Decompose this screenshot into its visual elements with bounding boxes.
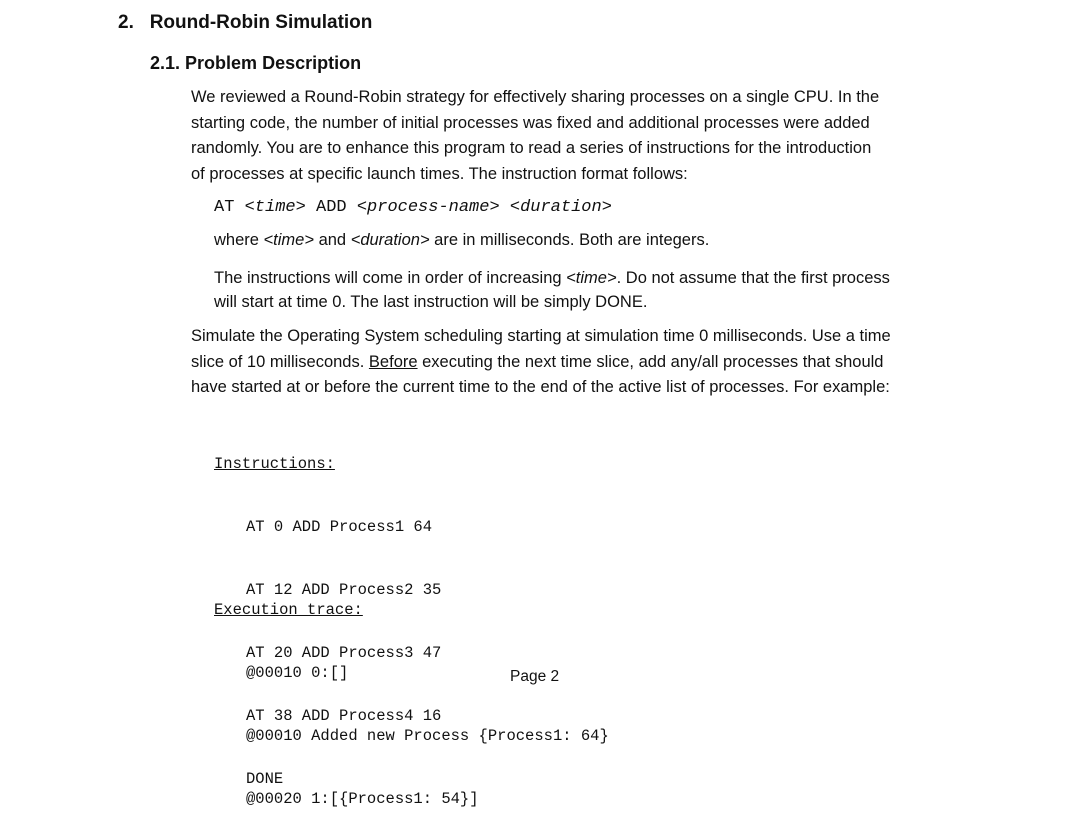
intro-line: randomly. You are to enhance this program to read a series of instructions for the introduction bbox=[191, 139, 872, 157]
trace-line: @00010 0:[] bbox=[246, 664, 349, 682]
ordering-note bbox=[214, 266, 890, 314]
intro-line: starting code, the number of initial processes was fixed and additional processes were added bbox=[191, 113, 870, 132]
note-line-2: will start at time 0. The last instruction will be simply DONE. bbox=[214, 293, 648, 311]
note-line-1 bbox=[214, 266, 890, 290]
simulate-line-3: have started at or before the current time to the end of the active list of processes. For example: bbox=[191, 378, 890, 396]
where-and: and bbox=[313, 231, 351, 249]
before-emphasis: Before bbox=[368, 352, 418, 371]
where-duration: <duration> bbox=[350, 231, 430, 249]
format-placeholder-duration: <duration> bbox=[509, 198, 612, 217]
instruction-line: DONE bbox=[246, 770, 284, 788]
where-prefix: where bbox=[214, 231, 264, 249]
format-placeholder-name: <process-name> bbox=[356, 198, 500, 217]
execution-trace bbox=[214, 558, 609, 831]
simulate-line-2-prefix: slice of 10 milliseconds. bbox=[191, 352, 369, 371]
format-keyword-add: ADD bbox=[316, 198, 347, 217]
trace-header: Execution trace: bbox=[214, 601, 363, 619]
where-suffix: are in milliseconds. Both are integers. bbox=[429, 231, 710, 249]
intro-line: of processes at specific launch times. The instruction format follows: bbox=[191, 164, 688, 183]
simulate-line-2 bbox=[191, 350, 891, 376]
trace-line: @00010 Added new Process {Process1: 64} bbox=[246, 727, 609, 745]
section-heading bbox=[118, 12, 372, 34]
intro-paragraph bbox=[191, 85, 879, 187]
intro-line: We reviewed a Round-Robin strategy for effectively sharing processes on a single CPU. In the bbox=[191, 88, 880, 106]
instruction-line: AT 38 ADD Process4 16 bbox=[246, 707, 442, 725]
where-note bbox=[214, 231, 709, 250]
note-prefix: The instructions will come in order of increasing bbox=[214, 269, 567, 287]
note-time: <time> bbox=[566, 269, 617, 287]
section-title: Round-Robin Simulation bbox=[149, 12, 373, 33]
instructions-header: Instructions: bbox=[214, 455, 335, 473]
instruction-line: AT 0 ADD Process1 64 bbox=[246, 518, 433, 536]
instruction-line: AT 20 ADD Process3 47 bbox=[246, 644, 442, 662]
instruction-format bbox=[214, 198, 612, 217]
where-time: <time> bbox=[263, 231, 314, 249]
simulate-paragraph bbox=[191, 324, 891, 401]
trace-line: @00020 1:[{Process1: 54}] bbox=[246, 790, 479, 808]
simulate-line-2-suffix: executing the next time slice, add any/all processes that should bbox=[417, 352, 884, 371]
section-number: 2. bbox=[118, 12, 134, 33]
format-placeholder-time: <time> bbox=[244, 198, 306, 217]
subsection-title: Problem Description bbox=[185, 53, 362, 73]
note-suffix: . Do not assume that the first process bbox=[616, 269, 890, 287]
format-keyword-at: AT bbox=[214, 198, 235, 217]
simulate-line-1: Simulate the Operating System scheduling starting at simulation time 0 milliseconds. Use a time bbox=[191, 327, 891, 345]
instruction-line: AT 12 ADD Process2 35 bbox=[246, 581, 442, 599]
subsection-heading bbox=[150, 53, 361, 74]
subsection-number: 2.1. bbox=[150, 53, 181, 73]
page-number: Page 2 bbox=[510, 668, 560, 685]
